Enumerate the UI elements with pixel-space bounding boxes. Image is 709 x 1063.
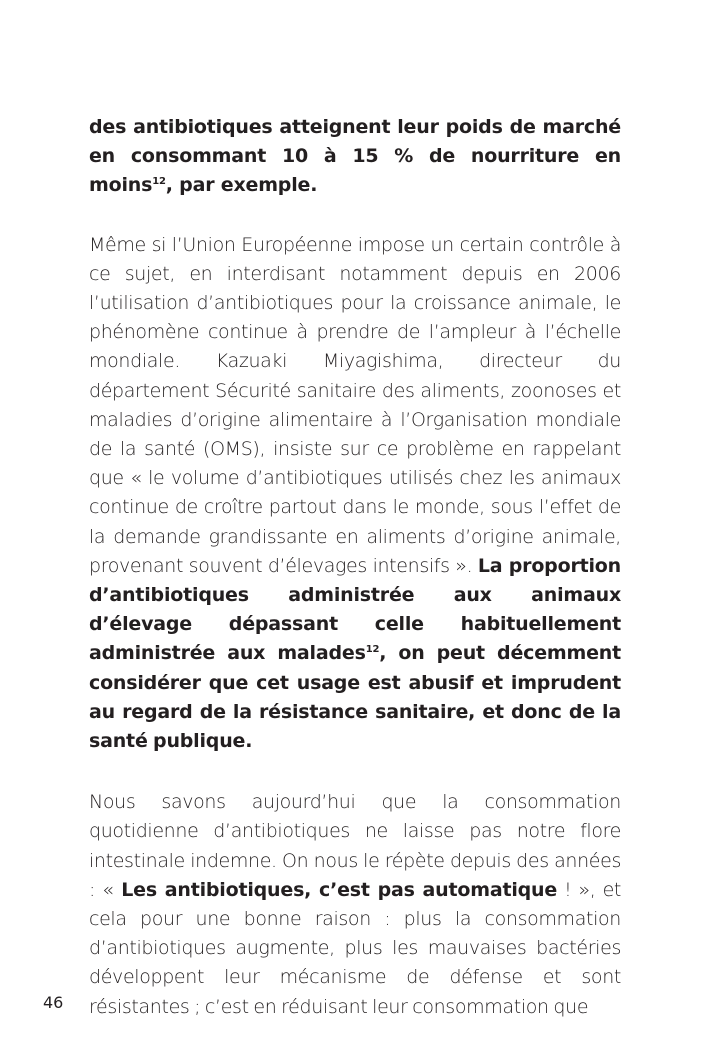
paragraph-3-text-after: ! », et cela pour une bonne raison : plus la consommation d’antibiotiques augmente, plus les mauvaises bactéries développent leur mécanisme de défense et sont résistantes ; c’est en réduisant leur consommation que [89, 878, 622, 1018]
paragraph-2-text: Même si l’Union Européenne impose un certain contrôle à ce sujet, en interdisant notamment depuis en 2006 l’utilisation d’antibiotiques pour la croissance animale, le phénomène continue à prendre de l’ampleur à l’échelle mondiale. Kazuaki Miyagishima, directeur du département Sécurité sanitaire des aliments, zoonoses et maladies d’origine alimentaire à l’Organisation mondiale de la santé (OMS), insiste sur ce problème en rappelant que « le volume d’antibiotiques utilisés chez les animaux continue de croître partout dans le monde, sous l’effet de la demande grandissante en aliments d’origine animale, provenant souvent d’élevages intensifs ». [89, 233, 621, 577]
paragraph-1-text: des antibiotiques atteignent leur poids de marché en consommant 10 à 15 % de nourriture en moins [89, 116, 621, 197]
page-body [89, 113, 621, 1022]
paragraph-3 [89, 788, 621, 1022]
paragraph-3-bold-text: Les antibiotiques, c’est pas automatique [113, 878, 558, 901]
paragraph-1 [89, 113, 621, 201]
paragraph-2-bold-tail: , on peut décemment considérer que cet usage est abusif et imprudent au regard de la résistance sanitaire, et donc de la santé publique. [89, 642, 621, 753]
paragraph-3-text-before: Nous savons aujourd’hui que la consommation quotidienne d’antibiotiques ne laisse pas notre flore intestinale indemne. On nous le répète depuis des années : « [89, 791, 621, 901]
footnote-ref[interactable]: 12 [152, 176, 166, 188]
footnote-ref[interactable]: 12 [365, 644, 380, 656]
paragraph-2 [89, 231, 621, 757]
paragraph-1-tail: , par exemple. [165, 174, 318, 197]
paragraph-2-bold-text: La proportion d’antibiotiques administrée aux animaux d’élevage dépassant celle habituellement administrée aux malades [89, 554, 621, 665]
page-number: 46 [43, 993, 64, 1012]
